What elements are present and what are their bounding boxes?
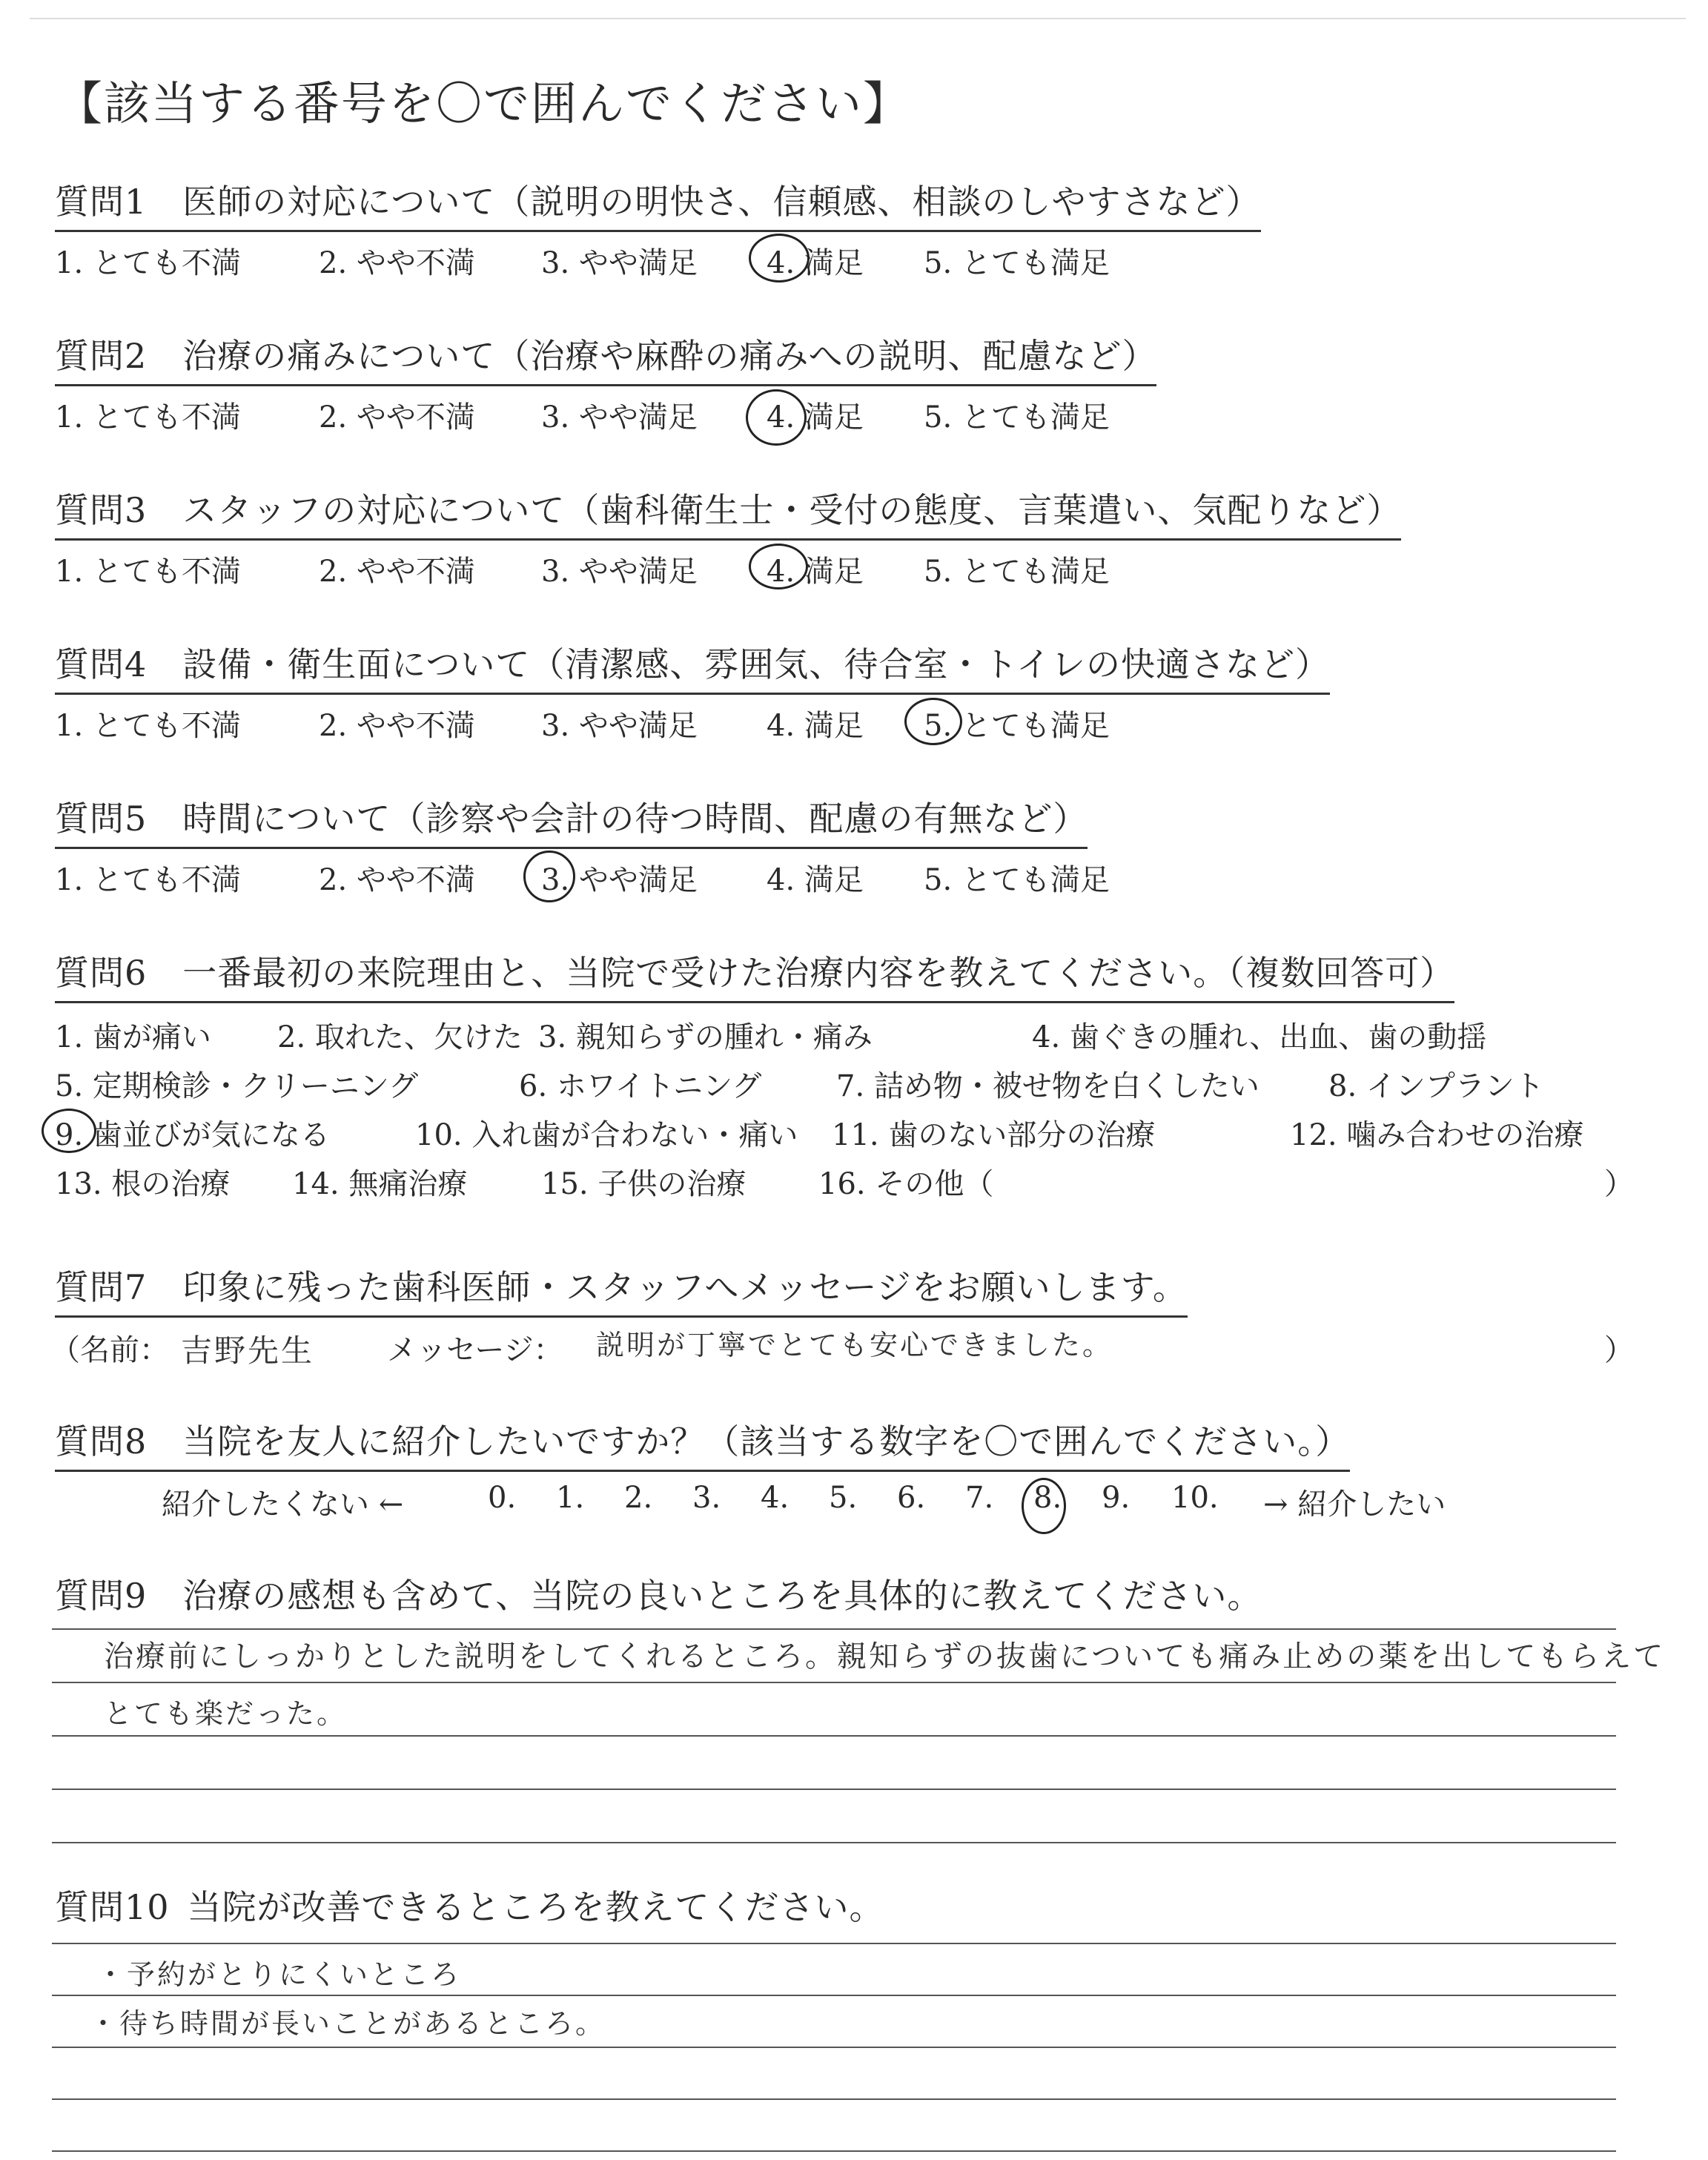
question-9 (55, 1569, 1671, 1624)
question-8-scale (55, 1481, 1671, 1533)
q5-option-3[interactable]: 3. やや満足 (541, 863, 698, 897)
question-1-options (55, 240, 1671, 283)
question-3-heading (55, 483, 1401, 541)
q2-option-1[interactable]: 1. とても不満 (55, 400, 241, 435)
q1-option-1[interactable]: 1. とても不満 (55, 246, 241, 280)
q8-score-0[interactable]: 0. (488, 1481, 517, 1515)
q6-row-4 (55, 1160, 1671, 1209)
q1-selection-circle (749, 234, 810, 283)
q5-option-1[interactable]: 1. とても不満 (55, 863, 241, 897)
q8-score-9[interactable]: 9. (1102, 1481, 1131, 1515)
q8-score-7[interactable]: 7. (965, 1481, 994, 1515)
q4-selection-circle (904, 698, 962, 745)
q10-rule-1 (52, 1995, 1616, 1996)
q6-row-2 (55, 1063, 1671, 1112)
q6-option-13[interactable]: 13. 根の治療 (55, 1167, 231, 1201)
question-3 (55, 483, 1671, 591)
q9-rule-0 (52, 1628, 1616, 1630)
question-10 (55, 1880, 1671, 1935)
q7-name-value[interactable]: 吉野先生 (181, 1332, 315, 1369)
question-9-number: 質問9 (55, 1576, 148, 1616)
question-2-heading (55, 329, 1156, 386)
q7-name-label: （名前： (50, 1333, 169, 1367)
q9-answer-line-1[interactable]: 治療前にしっかりとした説明をしてくれるところ。親知らずの抜歯についても痛み止めの薬を出してもらえて (104, 1639, 1666, 1674)
question-7-heading (55, 1261, 1188, 1318)
q3-option-1[interactable]: 1. とても不満 (55, 555, 241, 589)
q6-option-4[interactable]: 4. 歯ぐきの腫れ、出血、歯の動揺 (1032, 1020, 1487, 1054)
q6-option-9[interactable]: 9. 歯並びが気になる (55, 1118, 330, 1152)
q8-score-5[interactable]: 5. (829, 1481, 858, 1515)
q5-option-4[interactable]: 4. 満足 (767, 863, 864, 897)
q3-option-2[interactable]: 2. やや不満 (319, 555, 475, 589)
question-8-label: 当院を友人に紹介したいですか？（該当する数字を〇で囲んでください。） (182, 1421, 1351, 1462)
q2-option-2[interactable]: 2. やや不満 (319, 400, 475, 435)
question-10-heading (55, 1880, 884, 1935)
question-1-number: 質問1 (55, 182, 148, 222)
q2-selection-circle (746, 389, 807, 446)
q6-row-3 (55, 1112, 1671, 1160)
q6-option-11[interactable]: 11. 歯のない部分の治療 (832, 1118, 1156, 1152)
q4-option-5[interactable]: 5. とても満足 (924, 709, 1110, 743)
question-6-label: 一番最初の来院理由と、当院で受けた治療内容を教えてください。（複数回答可） (182, 953, 1455, 993)
q6-other-close: ） (1604, 1167, 1634, 1201)
question-8-heading (55, 1415, 1350, 1472)
q3-selection-circle (749, 544, 808, 589)
top-divider (30, 18, 1686, 19)
page-title: 【該当する番号を〇で囲んでください】 (56, 76, 911, 131)
q7-message-label: メッセージ： (387, 1333, 563, 1367)
question-6-options (55, 1014, 1671, 1209)
q1-option-2[interactable]: 2. やや不満 (319, 246, 475, 280)
q5-selection-circle (523, 851, 575, 902)
q5-option-2[interactable]: 2. やや不満 (319, 863, 475, 897)
q2-option-4[interactable]: 4. 満足 (767, 400, 864, 435)
question-7-label: 印象に残った歯科医師・スタッフへメッセージをお願いします。 (182, 1267, 1188, 1307)
q8-left-label: 紹介したくない ← (162, 1487, 404, 1522)
question-3-options (55, 548, 1671, 591)
question-6-heading (55, 946, 1454, 1003)
q10-rule-2 (52, 2047, 1616, 2048)
q8-score-1[interactable]: 1. (556, 1481, 585, 1515)
q8-selection-circle (1022, 1478, 1066, 1534)
q1-option-3[interactable]: 3. やや満足 (541, 246, 698, 280)
q10-rule-4 (52, 2150, 1616, 2152)
q6-option-3[interactable]: 3. 親知らずの腫れ・痛み (538, 1020, 873, 1054)
q6-row-1 (55, 1014, 1671, 1063)
q6-selection-circle (42, 1109, 96, 1153)
q4-option-3[interactable]: 3. やや満足 (541, 709, 698, 743)
question-1 (55, 175, 1671, 283)
question-4-options (55, 702, 1671, 745)
q10-rule-3 (52, 2098, 1616, 2100)
question-5-label: 時間について（診察や会計の待つ時間、配慮の有無など） (182, 799, 1088, 839)
question-5 (55, 792, 1671, 899)
question-3-label: スタッフの対応について（歯科衛生士・受付の態度、言葉遣い、気配りなど） (182, 490, 1402, 530)
q8-score-4[interactable]: 4. (761, 1481, 790, 1515)
question-7-number: 質問7 (55, 1267, 148, 1307)
q8-score-8[interactable]: 8. (1033, 1481, 1062, 1515)
question-6 (55, 946, 1671, 1209)
q8-score-6[interactable]: 6. (897, 1481, 926, 1515)
q10-answer-line-1[interactable]: ・予約がとりにくいところ (96, 1958, 462, 1991)
q9-rule-1 (52, 1682, 1616, 1683)
question-5-options (55, 856, 1671, 899)
question-5-number: 質問5 (55, 799, 148, 839)
q3-option-4[interactable]: 4. 満足 (767, 555, 864, 589)
q4-option-1[interactable]: 1. とても不満 (55, 709, 241, 743)
q9-rule-4 (52, 1842, 1616, 1843)
q6-option-8[interactable]: 8. インプラント (1328, 1069, 1544, 1103)
q9-rule-2 (52, 1735, 1616, 1737)
q8-score-10[interactable]: 10. (1171, 1481, 1219, 1515)
question-6-number: 質問6 (55, 953, 148, 993)
q6-option-6[interactable]: 6. ホワイトニング (519, 1069, 762, 1103)
q1-option-4[interactable]: 4. 満足 (767, 246, 864, 280)
question-2-label: 治療の痛みについて（治療や麻酔の痛みへの説明、配慮など） (182, 336, 1157, 376)
q8-score-2[interactable]: 2. (624, 1481, 653, 1515)
q4-option-4[interactable]: 4. 満足 (767, 709, 864, 743)
question-4-number: 質問4 (55, 644, 148, 684)
q3-option-5[interactable]: 5. とても満足 (924, 555, 1110, 589)
q9-answer-line-2[interactable]: とても楽だった。 (104, 1697, 348, 1730)
q6-option-5[interactable]: 5. 定期検診・クリーニング (55, 1069, 419, 1103)
q2-option-5[interactable]: 5. とても満足 (924, 400, 1110, 435)
question-9-label: 治療の感想も含めて、当院の良いところを具体的に教えてください。 (182, 1576, 1262, 1616)
question-8-number: 質問8 (55, 1421, 148, 1462)
q6-option-16[interactable]: 16. その他（ (818, 1167, 994, 1201)
q6-option-15[interactable]: 15. 子供の治療 (541, 1167, 747, 1201)
q1-option-5[interactable]: 5. とても満足 (924, 246, 1110, 280)
q6-option-7[interactable]: 7. 詰め物・被せ物を白くしたい (836, 1069, 1260, 1103)
q5-option-5[interactable]: 5. とても満足 (924, 863, 1110, 897)
question-7-fields (50, 1327, 1671, 1370)
question-2-number: 質問2 (55, 336, 148, 376)
q7-message-value[interactable]: 説明が丁寧でとても安心できました。 (596, 1329, 1113, 1361)
question-1-heading (55, 175, 1261, 232)
question-10-label: 当院が改善できるところを教えてください。 (187, 1887, 884, 1927)
question-3-number: 質問3 (55, 490, 148, 530)
q6-option-12[interactable]: 12. 噛み合わせの治療 (1290, 1118, 1584, 1152)
question-4 (55, 638, 1671, 745)
q8-score-3[interactable]: 3. (692, 1481, 721, 1515)
question-4-heading (55, 638, 1330, 695)
q6-option-1[interactable]: 1. 歯が痛い (55, 1020, 211, 1054)
question-8 (55, 1415, 1671, 1533)
question-4-label: 設備・衛生面について（清潔感、雰囲気、待合室・トイレの快適さなど） (182, 644, 1331, 684)
q7-close: ） (1604, 1333, 1634, 1367)
q3-option-3[interactable]: 3. やや満足 (541, 555, 698, 589)
q10-rule-0 (52, 1943, 1616, 1944)
question-7 (50, 1261, 1671, 1370)
q6-option-2[interactable]: 2. 取れた、欠けた (277, 1020, 523, 1054)
q9-rule-3 (52, 1789, 1616, 1790)
question-1-label: 医師の対応について（説明の明快さ、信頼感、相談のしやすさなど） (182, 182, 1261, 222)
question-2 (55, 329, 1671, 437)
q10-answer-line-2[interactable]: ・待ち時間が長いことがあるところ。 (89, 2007, 606, 2040)
question-9-heading (55, 1569, 1262, 1624)
q4-option-2[interactable]: 2. やや不満 (319, 709, 475, 743)
q6-option-14[interactable]: 14. 無痛治療 (292, 1167, 468, 1201)
q2-option-3[interactable]: 3. やや満足 (541, 400, 698, 435)
question-2-options (55, 394, 1671, 437)
q6-option-10[interactable]: 10. 入れ歯が合わない・痛い (415, 1118, 798, 1152)
question-5-heading (55, 792, 1088, 849)
question-10-number: 質問10 (55, 1887, 170, 1927)
q8-right-label: → 紹介したい (1263, 1487, 1446, 1522)
